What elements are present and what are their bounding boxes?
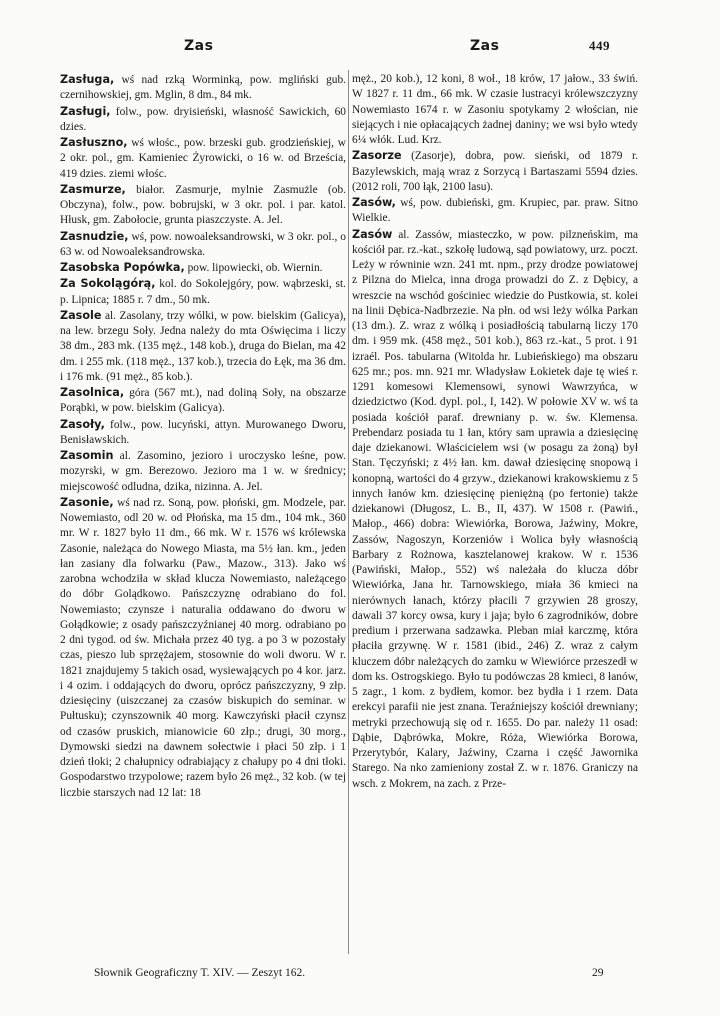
entry-headword: Zasłuszno,	[60, 136, 128, 149]
dictionary-entry	[60, 308, 346, 385]
running-head-left: Zas	[184, 38, 214, 54]
entry-text: wś, pow. dubieński, gm. Krupiec, par. praw. Sitno Wielkie.	[352, 197, 638, 225]
entry-headword: Zasnudzie,	[60, 229, 129, 243]
dictionary-entry	[60, 182, 346, 229]
entry-text: folw., pow. dryisieński, własność Sawickich, 60 dzies.	[60, 105, 346, 133]
dictionary-entry	[352, 195, 638, 227]
right-column	[352, 72, 638, 792]
entry-headword: Zasługi,	[60, 104, 111, 118]
entry-text: al. Zasolany, trzy wólki, w pow. bielskim (Galicya), na lew. brzegu Soły. Jedna należy do mta Oświęcima i liczy 38 dm., 283 mk. (135 męż., 148 kob.), druga do Bielan, ma 42 dm. i 255 mk. (118 męż., 137 kob.), trzecia do Łęk, ma 36 dm. i 176 mk. (91 męż., 85 kob.).	[60, 309, 346, 383]
entry-text: (Zasorje), dobra, pow. sieński, od 1879 r. Bazylewskich, mają wraz z Sorzycą i Bartaszami 5594 dzies. (2012 roli, 700 łąk, 2100 lasu).	[352, 150, 638, 193]
entry-headword: Zasługa,	[60, 73, 115, 86]
entry-headword: Zasorze	[352, 149, 402, 163]
dictionary-entry	[60, 448, 346, 495]
entry-headword: Zasolnica,	[60, 386, 125, 399]
dictionary-entry	[60, 72, 346, 104]
dictionary-entry	[60, 417, 346, 449]
entry-headword: Zasole	[60, 308, 102, 322]
dictionary-entry	[60, 385, 346, 417]
dictionary-entry	[60, 276, 346, 308]
dictionary-entry	[60, 495, 346, 801]
footer-signature: Słownik Geograficzny T. XIV. — Zeszyt 162.	[94, 967, 306, 979]
dictionary-entry	[352, 72, 638, 148]
entry-text: wś, pow. nowoaleksandrowski, w 3 okr. pol., o 63 w. od Nowoaleksandrowska.	[60, 230, 346, 258]
entry-text: białor. Zasmurje, mylnie Zasmużle (ob. Obczyna), folw., pow. bobrujski, w 3 okr. pol. i par. katol. Hłusk, gm. Zabołocie, grunta piaszczyste. A. Jel.	[60, 183, 346, 227]
left-column	[60, 72, 346, 801]
entry-text: pow. lipowiecki, ob. Wiernin.	[184, 262, 323, 274]
entry-headword: Zasmurze,	[60, 182, 126, 196]
dictionary-entry	[60, 135, 346, 182]
entry-text: męż., 20 kob.), 12 koni, 8 woł., 18 krów, 17 jałow., 33 świń. W 1827 r. 11 dm., 66 mk. W czasie lustracyi królewszczyzny Nowemiasto 1674 r. w Zasoniu spotykamy 2 włościan, nie siejących i nie opłacających żadnej daniny; we wsi było wtedy 6¼ włók. Lud. Krz.	[352, 73, 638, 146]
dictionary-entry	[60, 260, 346, 276]
entry-text: wś włośc., pow. brzeski gub. grodzieńskiej, w 2 okr. pol., gm. Kamieniec Żyrowicki, o 16 w. od Brześcia, 419 dzies. ziemi włośc.	[60, 137, 346, 180]
footer-sheet-number: 29	[592, 967, 604, 979]
entry-headword: Zasobska Popówka,	[60, 261, 185, 274]
entry-headword: Zasomin	[60, 449, 114, 462]
running-head-right: Zas	[470, 38, 500, 54]
entry-headword: Zasonie,	[60, 495, 114, 509]
entry-headword: Zasów	[352, 227, 393, 241]
entry-text: wś nad rz. Soną, pow. płoński, gm. Modzele, par. Nowemiasto, odl 20 w. od Płońska, ma 15 dm., 104 mk., 360 mr. W r. 1827 było 11 dm., 66 mk. W r. 1576 wś królewska Zasonie, należąca do Nowego Miasta, ma 5½ łan. km., jeden łan zasiany dla folwarku (Paw., Mazow., 313). Jako wś zarobna wchodziła w skład klucza Nowemiasto, należącego do dóbr Golądkowo. Pańszczyznę odrabiano do fol. Nowemiasto; czynsze i naturalia oddawano do dworu w Gołądkowie; z osady pańszczyźnianej 40 morg. odrabiano po 2 dni tygod. od św. Michała przez 40 tyg. a po 3 w pozostały czas, pieszo lub sprzężajem, stosownie do woli dworu. W r. 1821 znajdujemy 5 takich osad, wysiewających po 4 kor. jarz. i 4 ozim. i oddających do dworu, oprócz pańszczyzny, 9 złp. dziesięciny (uiszczanej za czasów biskupich do seminar. w Pułtusku); czynszownik 40 morg. Kawczyński płacił czynsz od czasów pruskich, mianowicie 60 złp.; drugi, 30 morg., Dymowski siedzi na dawnem sołectwie i płaci 50 złp. i 1 dzień tłoki; 2 chałupnicy odrabiający z chałupy po 4 dni tłoki. Gospodarstwo trzypolowe; razem było 26 męż., 32 kob. (w tej liczbie starszych nad 12 lat: 18	[60, 496, 346, 799]
dictionary-entry	[352, 227, 638, 792]
entry-text: góra (567 mt.), nad doliną Soły, na obszarze Porąbki, w pow. bielskim (Galicya).	[60, 387, 346, 415]
dictionary-entry	[352, 148, 638, 195]
entry-text: folw., pow. lucyński, attyn. Murowanego Dworu, Benisławskich.	[60, 418, 346, 446]
entry-headword: Za Sokolągórą,	[60, 277, 156, 291]
entry-text: kol. do Sokolejgóry, pow. wąbrzeski, st. p. Lipnica; 1885 r. 7 dm., 50 mk.	[60, 278, 346, 306]
column-divider	[348, 70, 349, 954]
entry-text: al. Zassów, miasteczko, w pow. pilzneńskim, ma kościół par. rz.-kat., szkołę ludową, sąd powiatowy, urz. poczt. Leży w równinie wzn. 241 mt. npm., przy drodze powiatowej z Pilzna do Mielca, inna droga prowadzi do Z. z Dębicy, a wreszcie na wschód gościniec wiedzie do Pustkowia, st. kolei na linii Dębica-Nadbrzezie. Na płn. od wsi leży wólka Parkan (13 dm.). Z. wraz z wólką i posiadłością tabularną liczy 170 dm. i 959 mk. (458 męż., 501 kob.), 863 rz.-kat., 5 prot. i 91 izraél. Pos. tabularna (Witolda hr. Lubieńskiego) ma obszaru 625 mr.; pos. mn. 921 mr. Władysław Łokietek daje tę wieś r. 1291 komesowi Klemensowi, synowi Wawrzyńca, w dziedzictwo (Kod. dypl. pol., I, 142). W połowie XV w. wś ta posiada kościół paraf. drewniany p. w. św. Klemensa. Prebendarz posiada tu 1 łan, który sam uprawia a dziesięcinę daje dziekanowi. Właścicielem wsi (w posagu za żoną) był Stan. Tęczyński; z 4½ łan. km. dawał dziesięcinę snopową i konopną, wartości do 4 grzyw., dziekanowi krakowskiemu z 5 innych łanów km. dziesięcinę pieniężną (po fertonie) także dziekanowi (Długosz, L. B., II, 437). W 1508 r. (Pawiń., Małop., 466) dobra: Wiewiórka, Borowa, Jaźwiny, Mokre, Zassów, Nagoszyn, Korzeniów i Wolica były własnością Barbary z Rożnowa, kasztelanowej krakow. W r. 1536 (Pawiński, Małop., 552) wś należała do klucza dóbr Wiewiórka, Jana hr. Tarnowskiego, miała 36 kmieci na nierównych łanach, którzy płacili 7 grzywien 28 groszy, dawali 37 korcy owsa, kury i jaja; było 6 zagrodników, dobre predium i przerwana sadzawka. Pleban miał karczmę, która płaciła grzywnę. W r. 1581 (ibid., 246) Z. wraz z całym kluczem dóbr należących do zamku w Wiewiórce przeszedł w dom ks. Ostrogskiego. Było tu podówczas 28 kmieci, 8 łanów, 5 zagr., 1 kom. z bydłem, komor. bez bydła i 1 rzem. Data erekcyi parafii nie jest znana. Teraźniejszy kościół drewniany; metryki przechowują się od r. 1655. Do par. należy 11 osad: Dąbie, Dąbrówka, Mokre, Róża, Wiewiórka Borowa, Przerytybór, Kalary, Jaźwiny, Czarna i część Jawornika Starego. Na nko zamieniony został Z. w r. 1876. Graniczy na wsch. z Mokrem, na zach. z Prze-	[352, 228, 638, 790]
dictionary-entry	[60, 229, 346, 261]
dictionary-entry	[60, 104, 346, 136]
entry-text: wś nad rzką Worminką, pow. mgliński gub. czernihowskiej, gm. Mglin, 8 dm., 84 mk.	[60, 74, 346, 102]
entry-headword: Zasoły,	[60, 417, 105, 431]
entry-headword: Zasów,	[352, 196, 396, 209]
entry-text: al. Zasomino, jezioro i uroczysko leśne, pow. mozyrski, w gm. Berezowo. Jezioro ma 1 w. w średnicy; miejscowość odludna, dzika, nizinna. A. Jel.	[60, 450, 346, 493]
page-number: 449	[589, 38, 610, 53]
